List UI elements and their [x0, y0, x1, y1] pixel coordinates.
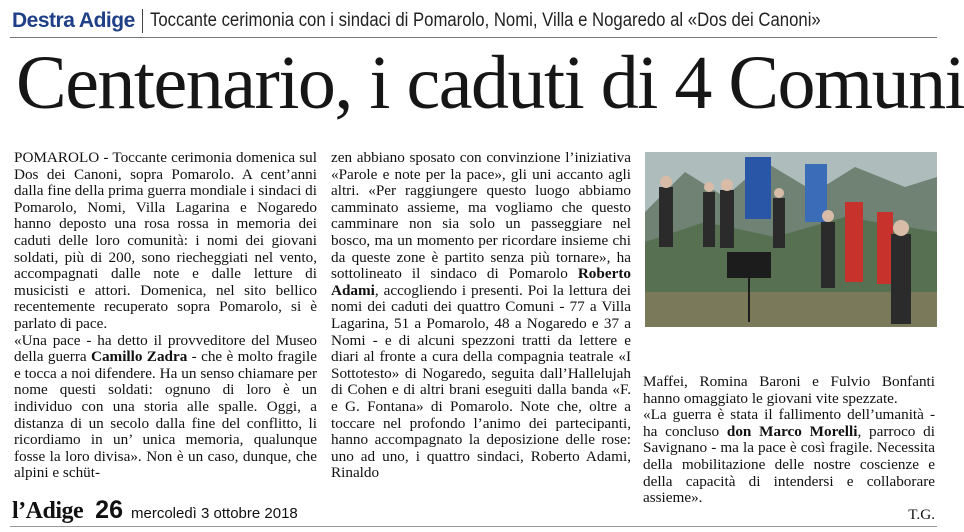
paragraph: zen abbiano sposato con convinzione l’iniziativa «Parole e note per la pace», gli uni accanto agli altri. «Per raggiungere questo luogo abbiamo camminato assieme, ma vogliamo che questo camminare non sia solo un passeggiare nel bosco, ma un momento per ricordare insieme chi da queste zone è partito senza più tornare», ha sottolineato il sindaco di Pomarolo Roberto Adami, accogliendo i presenti. Poi la lettura dei nomi dei caduti dei quattro Comuni - 77 a Villa Lagarina, 51 a Pomarolo, 48 a Nogaredo e 37 a Nomi - e di alcuni spezzoni tratti da lettere e diari al fronte a cura della compagnia teatrale «I Sottotesto» di Nogaredo, seguita dall’Hallelujah di Cohen e di altri brani eseguiti dalla banda «F. e G. Fontana» di Pomarolo. Note che, oltre a toccare nel profondo l’animo dei partecipanti, hanno accompagnato la deposizione delle rose: uno ad uno, i quattro sindaci, Roberto Adami, Rinaldo	[331, 149, 631, 482]
kicker	[12, 6, 912, 36]
paragraph: Maffei, Romina Baroni e Fulvio Bonfanti hanno omaggiato le giovani vite spezzate.	[643, 373, 935, 407]
page-footer	[12, 496, 298, 526]
kicker-text: Toccante cerimonia con i sindaci di Pomarolo, Nomi, Villa e Nogaredo al «Dos dei Canoni»	[149, 10, 821, 31]
ceremony-photo	[645, 152, 937, 327]
bottom-rule	[10, 526, 937, 527]
issue-date: mercoledì 3 ottobre 2018	[130, 505, 298, 522]
article-column-1	[14, 150, 317, 488]
newspaper-name: l’Adige	[12, 498, 84, 524]
article-column-2	[331, 150, 631, 488]
paragraph: POMAROLO - Toccante cerimonia domenica sul Dos dei Canoni, sopra Pomarolo. A cent’anni dalla fine della prima guerra mondiale i sindaci di Pomarolo, Nomi, Villa Lagarina e Nogaredo hanno deposto una rosa rossa in memoria dei caduti delle loro comunità: i nomi dei giovani soldati, più di 200, sono riecheggiati nel vento, accompagnati dalle note e dalle letture di musicisti e attori. Domenica, nel sito bellico recentemente recuperato sopra Pomarolo, si è parlato di pace.	[14, 149, 317, 332]
person-name: don Marco Morelli	[726, 422, 858, 440]
kicker-divider	[142, 9, 143, 33]
article-column-3	[643, 373, 935, 523]
top-rule	[10, 37, 937, 38]
author-signature: T.G.	[908, 505, 935, 523]
photo-illustration	[645, 152, 937, 327]
section-label: Destra Adige	[12, 9, 135, 32]
paragraph: «Una pace - ha detto il provveditore del Museo della guerra Camillo Zadra - che è molto fragile e tocca a noi difendere. Ha un senso chiamare per nome questi soldati: ognuno di loro è un individuo con una storia alle spalle. Oggi, a distanza di un secolo dalla fine del conflitto, li ricordiamo in un’ unica memoria, qualunque fosse la loro divisa». Non è un caso, dunque, che alpini e schüt-	[14, 331, 317, 482]
page-number: 26	[95, 496, 123, 524]
headline: Centenario, i caduti di 4 Comuni	[16, 41, 964, 125]
person-name: Roberto Adami	[331, 265, 631, 299]
paragraph: «La guerra è stata il fallimento dell’umanità - ha concluso don Marco Morelli, parroco di Savignano - ma la pace è così fragile. Necessita della mobilitazione delle nostre coscienze e della capacità di intendersi e collaborare assieme».	[643, 406, 935, 507]
person-name: Camillo Zadra	[91, 348, 188, 366]
